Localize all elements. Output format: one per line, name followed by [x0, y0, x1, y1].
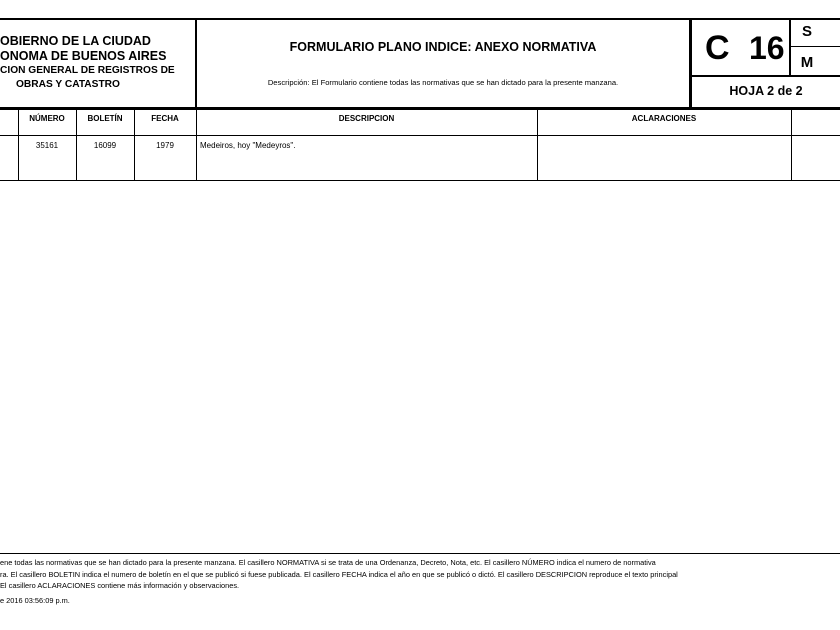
- footer-line-3: El casillero ACLARACIONES contiene más información y observaciones.: [0, 581, 240, 590]
- sheet-number: HOJA 2 de 2: [729, 84, 803, 98]
- code-m: M: [800, 54, 814, 71]
- header-bottom-border: [0, 107, 840, 110]
- form-description: Descripción: El Formulario contiene todas las normativas que se han dictado para la presente manzana.: [267, 78, 619, 87]
- footer-top-border: [0, 553, 840, 554]
- footer-line-2: ra. El casillero BOLETIN indica el numero de boletín en el que se publicó si fuese publicada. El casillero FECHA indica el año en que se publicó o dictó. El casillero DESCRIPCION reproduce el texto principal: [0, 570, 678, 579]
- code-box-bottom: [689, 75, 840, 77]
- column-header-descripcion: DESCRIPCION: [338, 114, 395, 123]
- org-line-4: OBRAS Y CATASTRO: [16, 79, 120, 90]
- header-top-border: [0, 18, 840, 20]
- table-bottom-border: [0, 180, 840, 181]
- column-header-numero: NÚMERO: [29, 114, 65, 123]
- code-box-divider: [789, 18, 791, 76]
- code-number: 16: [749, 30, 785, 66]
- form-title: FORMULARIO PLANO INDICE: ANEXO NORMATIVA: [289, 40, 597, 54]
- code-letter: C: [705, 29, 730, 67]
- org-line-3: CION GENERAL DE REGISTROS DE: [0, 65, 175, 76]
- cell-numero: 35161: [35, 141, 59, 150]
- footer-timestamp: e 2016 03:56:09 p.m.: [0, 596, 70, 605]
- org-line-2: ONOMA DE BUENOS AIRES: [0, 49, 167, 63]
- table-header-bottom: [0, 135, 840, 136]
- code-s: S: [801, 23, 812, 40]
- footer-line-1: ene todas las normativas que se han dictado para la presente manzana. El casillero NORMATIVA si se trata de una Ordenanza, Decreto, Nota, etc. El casillero NÚMERO indica el numero de normativa: [0, 558, 656, 567]
- org-line-1: OBIERNO DE LA CIUDAD: [0, 34, 151, 48]
- cell-fecha: 1979: [156, 141, 174, 150]
- header-divider-left: [195, 18, 197, 110]
- cell-boletin: 16099: [93, 141, 117, 150]
- column-header-aclaraciones: ACLARACIONES: [631, 114, 697, 123]
- sm-divider: [789, 46, 840, 47]
- column-header-boletin: BOLETÍN: [87, 114, 123, 123]
- cell-descripcion: Medeiros, hoy "Medeyros".: [200, 141, 296, 150]
- column-header-fecha: FECHA: [151, 114, 179, 123]
- col-divider-6: [791, 110, 792, 181]
